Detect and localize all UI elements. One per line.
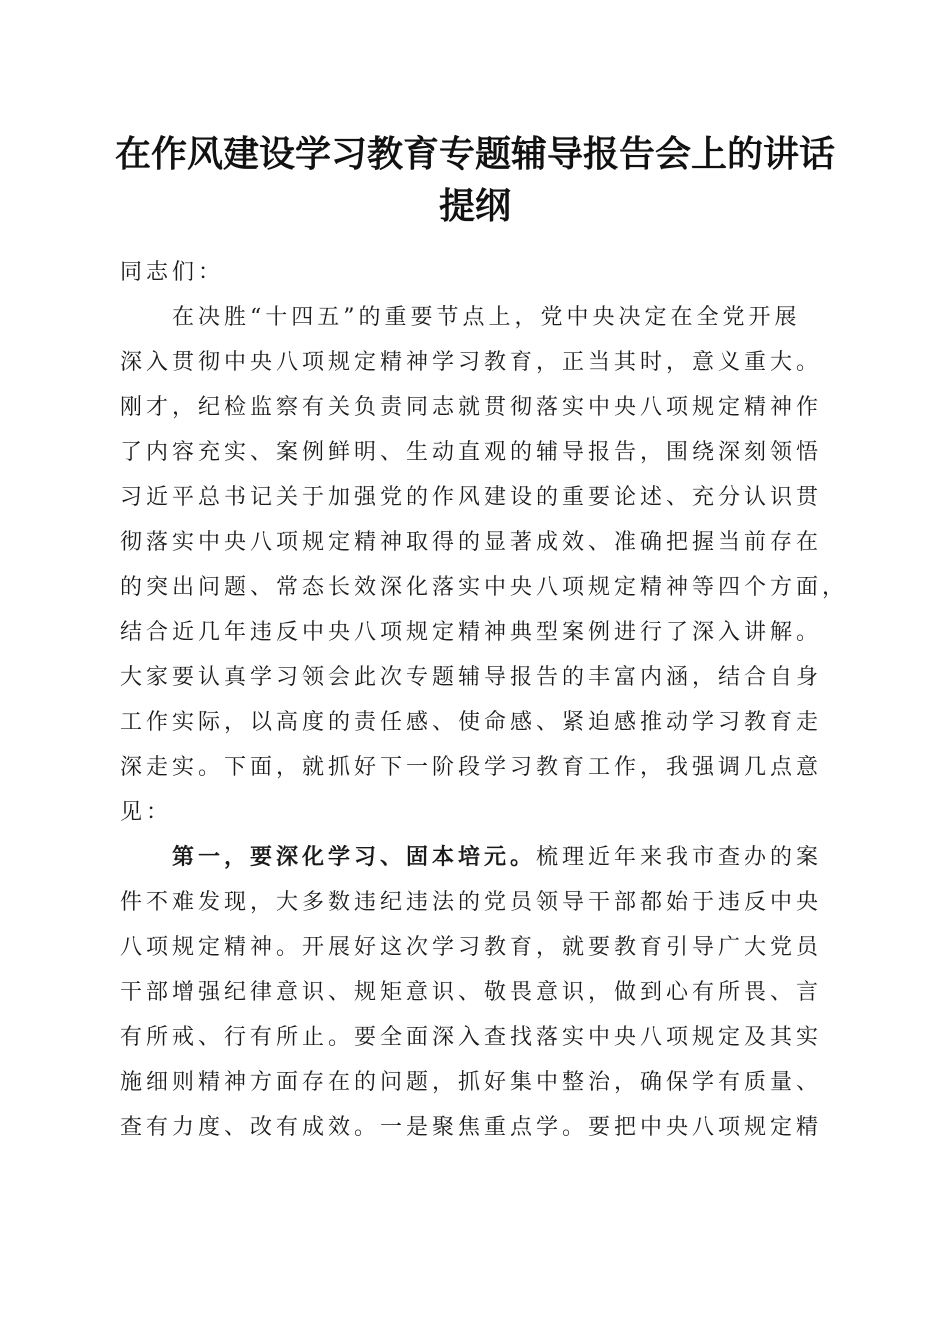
body-line bbox=[120, 295, 832, 340]
body-line-text: 了内容充实、案例鲜明、生动直观的辅导报告，围绕深刻领悟 bbox=[120, 440, 823, 465]
body-line bbox=[120, 655, 832, 700]
body-line bbox=[120, 1060, 832, 1105]
body-line-text: 件不难发现，大多数违纪违法的党员领导干部都始于违反中央 bbox=[120, 890, 823, 915]
body-line bbox=[120, 520, 832, 565]
body-line bbox=[120, 1015, 832, 1060]
body-line bbox=[120, 790, 832, 835]
body-line-text: 深走实。下面，就抓好下一阶段学习教育工作，我强调几点意 bbox=[120, 755, 823, 780]
section-heading: 第一，要深化学习、固本培元。 bbox=[172, 844, 537, 870]
document-body bbox=[120, 250, 849, 1150]
body-line-text: 刚才，纪检监察有关负责同志就贯彻落实中央八项规定精神作 bbox=[120, 395, 823, 420]
body-line bbox=[120, 430, 832, 475]
body-line-text: 大家要认真学习领会此次专题辅导报告的丰富内涵，结合自身 bbox=[120, 665, 823, 690]
title-line-1: 在作风建设学习教育专题辅导报告会上的讲话 bbox=[114, 133, 835, 175]
body-line-text: 深入贯彻中央八项规定精神学习教育，正当其时，意义重大。 bbox=[120, 350, 823, 375]
body-line bbox=[120, 565, 849, 610]
body-line bbox=[120, 1105, 832, 1150]
body-line bbox=[120, 340, 832, 385]
body-line bbox=[120, 835, 832, 880]
body-line-text: 在决胜“十四五”的重要节点上，党中央决定在全党开展 bbox=[172, 305, 801, 330]
body-line bbox=[120, 700, 832, 745]
body-line-text: 见： bbox=[120, 800, 173, 825]
body-line bbox=[120, 880, 832, 925]
body-line bbox=[120, 385, 832, 430]
body-line bbox=[120, 970, 832, 1015]
body-line-text: 施细则精神方面存在的问题，抓好集中整治，确保学有质量、 bbox=[120, 1070, 823, 1095]
salutation: 同志们： bbox=[120, 260, 225, 285]
body-line-text: 有所戒、行有所止。要全面深入查找落实中央八项规定及其实 bbox=[120, 1025, 823, 1050]
body-line-text: 梳理近年来我市查办的案 bbox=[536, 845, 823, 870]
title-line-2: 提纲 bbox=[438, 185, 511, 227]
body-line-text: 习近平总书记关于加强党的作风建设的重要论述、充分认识贯 bbox=[120, 485, 823, 510]
body-line-text: 结合近几年违反中央八项规定精神典型案例进行了深入讲解。 bbox=[120, 620, 823, 645]
body-line-text: 干部增强纪律意识、规矩意识、敬畏意识，做到心有所畏、言 bbox=[120, 980, 823, 1005]
body-line bbox=[120, 925, 832, 970]
body-lines bbox=[120, 295, 849, 1150]
body-line-text: 彻落实中央八项规定精神取得的显著成效、准确把握当前存在 bbox=[120, 530, 823, 555]
body-line bbox=[120, 610, 832, 655]
body-line-text: 八项规定精神。开展好这次学习教育，就要教育引导广大党员 bbox=[120, 935, 823, 960]
document-title bbox=[100, 128, 850, 232]
body-line-text: 查有力度、改有成效。一是聚焦重点学。要把中央八项规定精 bbox=[120, 1115, 823, 1140]
body-line bbox=[120, 475, 832, 520]
body-line-text: 的突出问题、常态长效深化落实中央八项规定精神等四个方面， bbox=[120, 575, 849, 600]
body-line bbox=[120, 745, 832, 790]
body-line-text: 工作实际，以高度的责任感、使命感、紧迫感推动学习教育走 bbox=[120, 710, 823, 735]
